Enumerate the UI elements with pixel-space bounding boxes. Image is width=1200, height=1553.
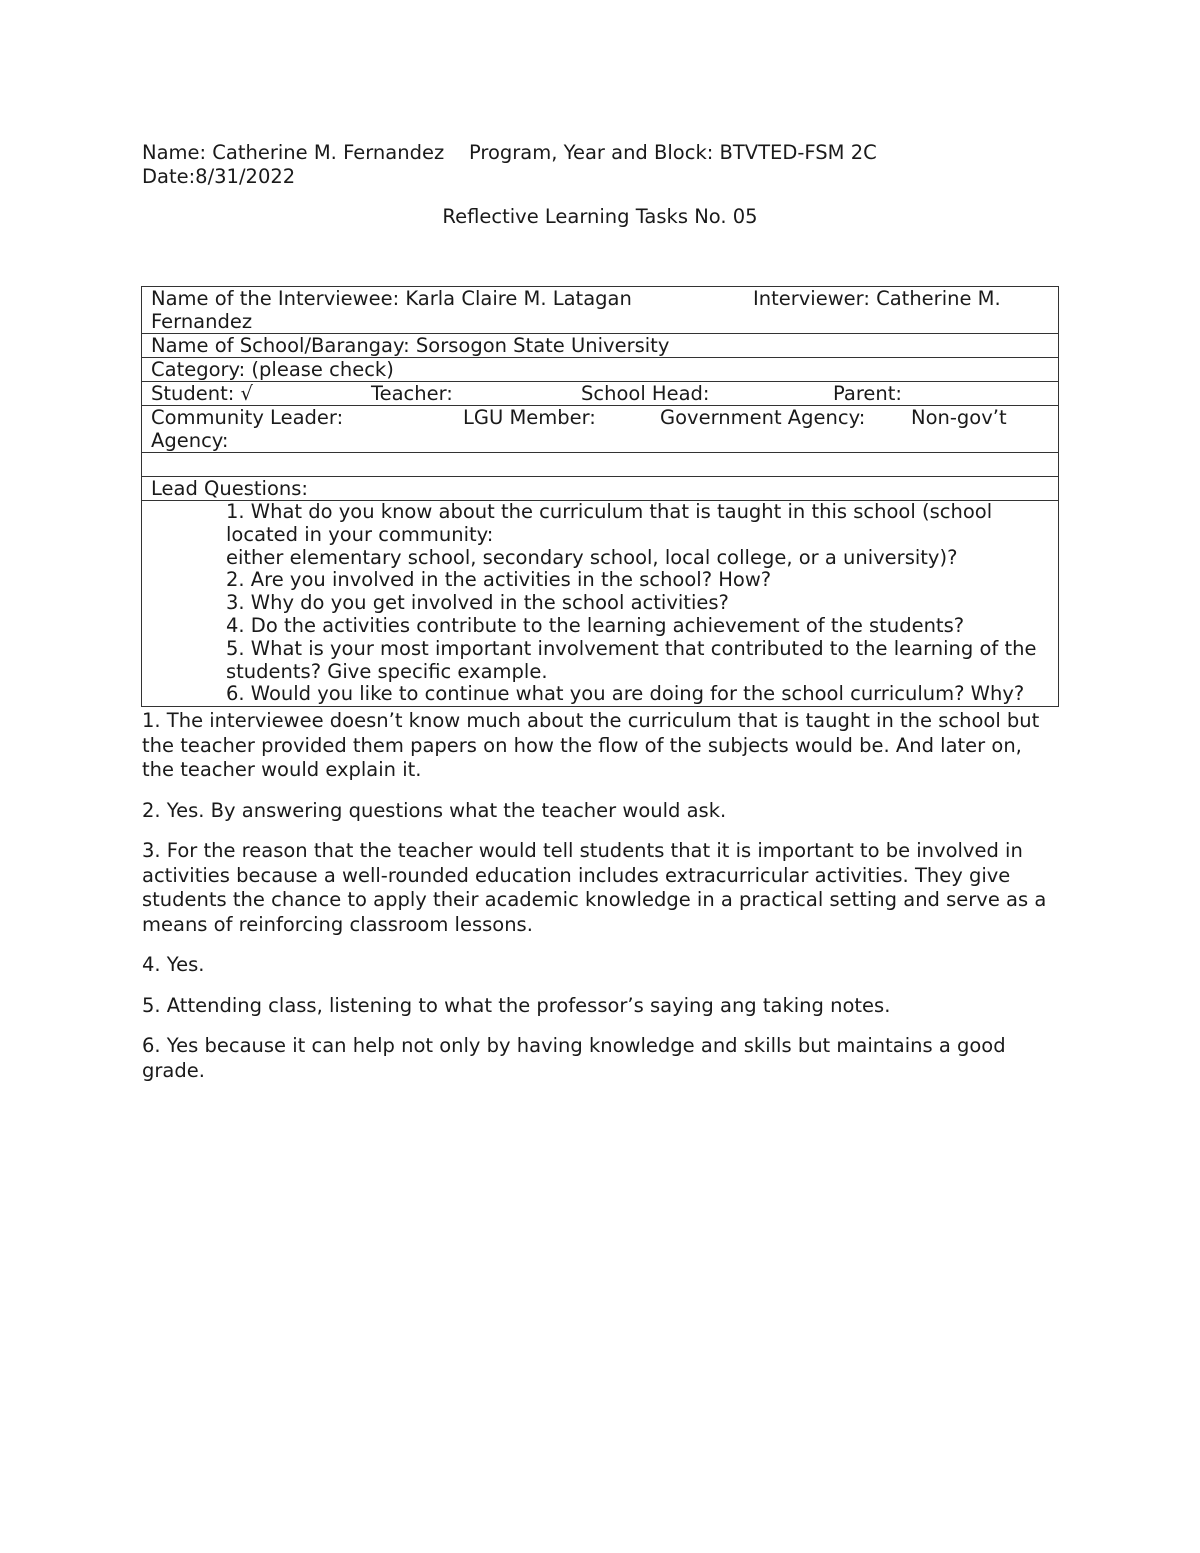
category-options-row-2: [142, 406, 1059, 453]
question-line: 4. Do the activities contribute to the learning achievement of the students?: [226, 613, 965, 637]
teacher-option: Teacher:: [371, 382, 453, 405]
government-agency-option: Government Agency:: [660, 406, 866, 429]
non-gov-agency-option: Non-gov’t: [911, 406, 1007, 429]
answer-paragraph: 2. Yes. By answering questions what the teacher would ask.: [142, 798, 727, 822]
document-title: Reflective Learning Tasks No. 05: [442, 205, 758, 228]
category-row: [142, 358, 1059, 382]
question-line: students? Give specific example.: [226, 659, 548, 683]
lead-questions-row: [142, 477, 1059, 501]
non-gov-agency-option-cont: Agency:: [151, 429, 229, 452]
interviewer-field: Interviewer: Catherine M.: [753, 287, 1001, 310]
category-label: Category: (please check): [142, 358, 1059, 382]
answer-paragraph: 4. Yes.: [142, 953, 205, 976]
lgu-member-option: LGU Member:: [463, 406, 596, 429]
interviewee-field: Name of the Interviewee: Karla Claire M. Latagan: [151, 287, 632, 310]
question-line: 5. What is your most important involvement that contributed to the learning of the: [226, 636, 1037, 660]
interview-form-table: [141, 286, 1059, 707]
category-options-row-1: [142, 382, 1059, 406]
question-line: 1. What do you know about the curriculum that is taught in this school (school: [226, 500, 993, 523]
school-row: [142, 334, 1059, 358]
name-program-line: Name: Catherine M. Fernandez Program, Year and Block: BTVTED-FSM 2C: [142, 141, 877, 164]
school-field: Name of School/Barangay: Sorsogon State University: [142, 334, 1059, 358]
question-line: located in your community:: [226, 522, 494, 546]
empty-row: [142, 453, 1059, 477]
school-head-option: School Head:: [581, 382, 710, 405]
question-line: 3. Why do you get involved in the school activities?: [226, 591, 729, 615]
parent-option: Parent:: [833, 382, 902, 405]
answer-paragraph: 6. Yes because it can help not only by having knowledge and skills but maintains a good grade.: [142, 1034, 1006, 1082]
answers-section: [142, 709, 1057, 1099]
lead-questions-label: Lead Questions:: [142, 477, 1059, 501]
interviewer-field-cont: Fernandez: [151, 310, 253, 333]
answer-paragraph: 5. Attending class, listening to what the professor’s saying ang taking notes.: [142, 993, 891, 1017]
question-line: 2. Are you involved in the activities in the school? How?: [226, 568, 772, 592]
student-option: Student: √: [151, 382, 253, 405]
answer-paragraph: 1. The interviewee doesn’t know much about the curriculum that is taught in the school but the teacher provided them papers on how the flow of the subjects would be. And later on, the teacher would explain it.: [142, 709, 1040, 781]
answer-paragraph: 3. For the reason that the teacher would tell students that it is important to be involved in activities because a well-rounded education includes extracurricular activities. They give students the chance to apply their academic knowledge in a practical setting and serve as a means of reinforcing classroom lessons.: [142, 839, 1047, 936]
community-leader-option: Community Leader:: [151, 406, 344, 429]
questions-list: [142, 501, 1059, 707]
questions-row: [142, 501, 1059, 707]
question-line: 6. Would you like to continue what you are doing for the school curriculum? Why?: [226, 682, 1025, 706]
question-line: either elementary school, secondary school, local college, or a university)?: [226, 545, 958, 569]
interviewee-row: [142, 287, 1059, 334]
date-line: Date:8/31/2022: [142, 165, 296, 188]
